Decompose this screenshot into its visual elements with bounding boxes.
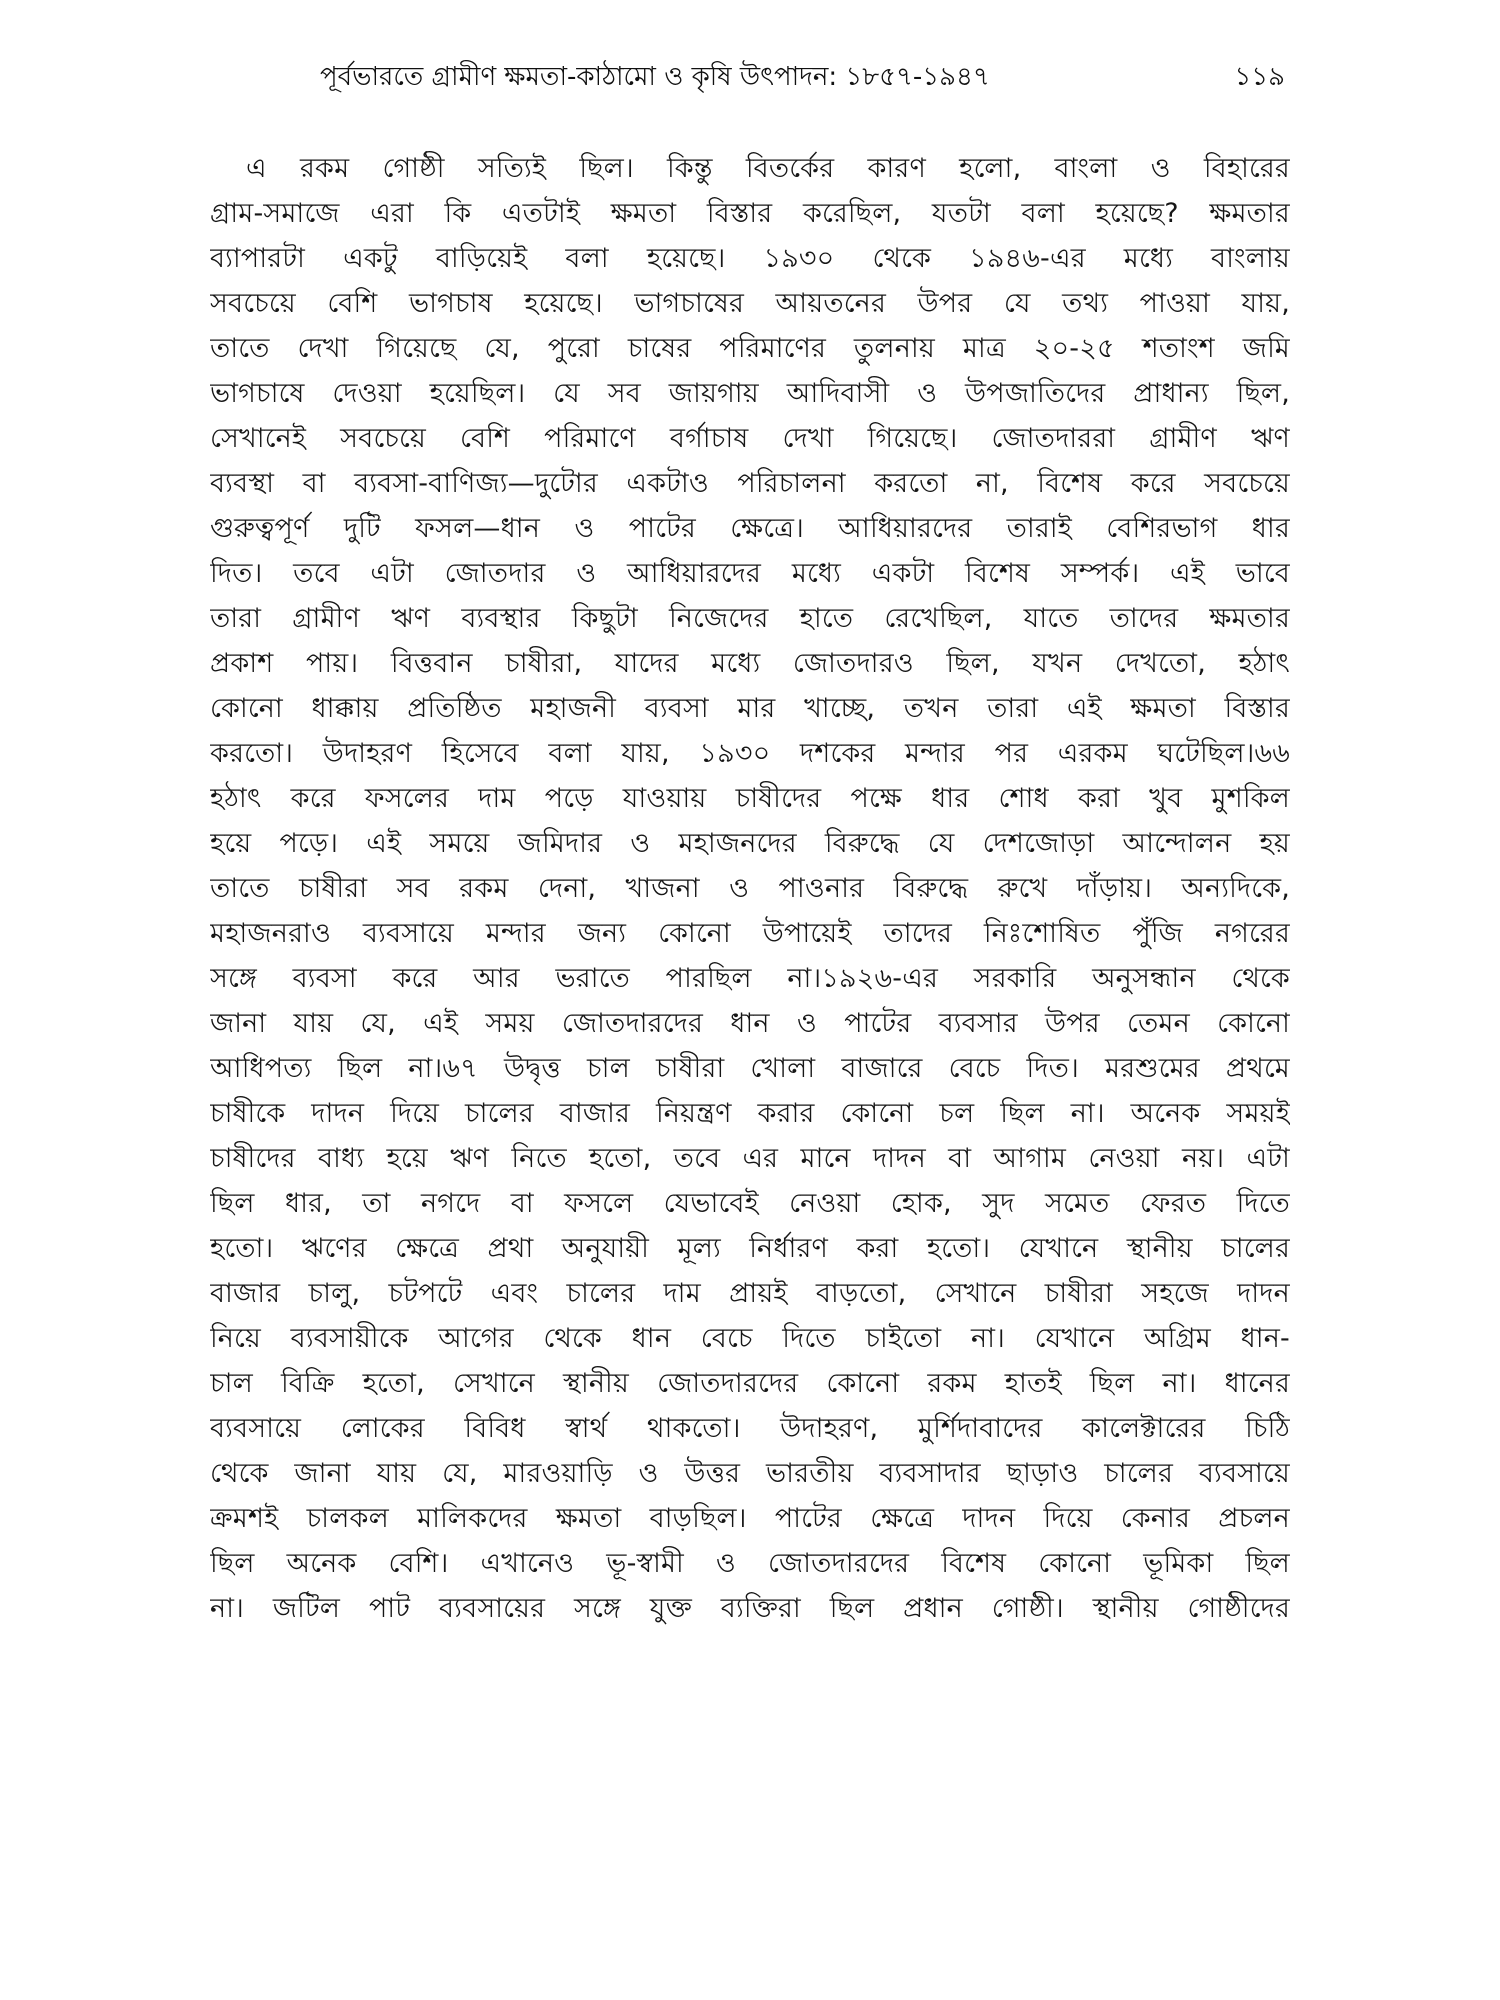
text-line: হতো। ঋণের ক্ষেত্রে প্রথা অনুযায়ী মূল্য নির্ধারণ করা হতো। যেখানে স্থানীয় চালের: [210, 1233, 1290, 1264]
text-line: নিয়ে ব্যবসায়ীকে আগের থেকে ধান বেচে দিতে চাইতো না। যেখানে অগ্রিম ধান-: [210, 1323, 1290, 1354]
text-line: ভাগচাষে দেওয়া হয়েছিল। যে সব জায়গায় আদিবাসী ও উপজাতিদের প্রাধান্য ছিল,: [210, 378, 1290, 409]
body-paragraph: [210, 146, 1290, 1631]
text-line: হয়ে পড়ে। এই সময়ে জমিদার ও মহাজনদের বিরুদ্ধে যে দেশজোড়া আন্দোলন হয়: [210, 828, 1290, 859]
text-line: করতো। উদাহরণ হিসেবে বলা যায়, ১৯৩০ দশকের মন্দার পর এরকম ঘটেছিল।৬৬: [210, 738, 1290, 769]
text-line: জানা যায় যে, এই সময় জোতদারদের ধান ও পাটের ব্যবসার উপর তেমন কোনো: [210, 1008, 1290, 1039]
text-line: না। জটিল পাট ব্যবসায়ের সঙ্গে যুক্ত ব্যক্তিরা ছিল প্রধান গোষ্ঠী। স্থানীয় গোষ্ঠীদের: [210, 1593, 1290, 1624]
text-line: সেখানেই সবচেয়ে বেশি পরিমাণে বর্গাচাষ দেখা গিয়েছে। জোতদাররা গ্রামীণ ঋণ: [210, 423, 1290, 454]
text-line: ক্রমশই চালকল মালিকদের ক্ষমতা বাড়ছিল। পাটের ক্ষেত্রে দাদন দিয়ে কেনার প্রচলন: [210, 1503, 1290, 1534]
text-line: কোনো ধাক্কায় প্রতিষ্ঠিত মহাজনী ব্যবসা মার খাচ্ছে, তখন তারা এই ক্ষমতা বিস্তার: [210, 693, 1290, 724]
text-line: দিত। তবে এটা জোতদার ও আধিয়ারদের মধ্যে একটা বিশেষ সম্পর্ক। এই ভাবে: [210, 558, 1290, 589]
text-line: ব্যাপারটা একটু বাড়িয়েই বলা হয়েছে। ১৯৩০ থেকে ১৯৪৬-এর মধ্যে বাংলায়: [210, 243, 1290, 274]
text-line: প্রকাশ পায়। বিত্তবান চাষীরা, যাদের মধ্যে জোতদারও ছিল, যখন দেখতো, হঠাৎ: [210, 648, 1290, 679]
text-line: মহাজনরাও ব্যবসায়ে মন্দার জন্য কোনো উপায়েই তাদের নিঃশোষিত পুঁজি নগরের: [210, 918, 1290, 949]
text-line: থেকে জানা যায় যে, মারওয়াড়ি ও উত্তর ভারতীয় ব্যবসাদার ছাড়াও চালের ব্যবসায়ে: [210, 1458, 1290, 1489]
text-line: ছিল ধার, তা নগদে বা ফসলে যেভাবেই নেওয়া হোক, সুদ সমেত ফেরত দিতে: [210, 1188, 1290, 1219]
text-line: আধিপত্য ছিল না।৬৭ উদ্বৃত্ত চাল চাষীরা খোলা বাজারে বেচে দিত। মরশুমের প্রথমে: [210, 1053, 1290, 1084]
running-head-title: পূর্বভারতে গ্রামীণ ক্ষমতা-কাঠামো ও কৃষি উৎপাদন: ১৮৫৭-১৯৪৭: [320, 62, 990, 92]
text-line: চাষীকে দাদন দিয়ে চালের বাজার নিয়ন্ত্রণ করার কোনো চল ছিল না। অনেক সময়ই: [210, 1098, 1290, 1129]
text-line: ছিল অনেক বেশি। এখানেও ভূ-স্বামী ও জোতদারদের বিশেষ কোনো ভূমিকা ছিল: [210, 1548, 1290, 1579]
text-line: এ রকম গোষ্ঠী সত্যিই ছিল। কিন্তু বিতর্কের কারণ হলো, বাংলা ও বিহারের: [246, 153, 1290, 184]
text-line: গুরুত্বপূর্ণ দুটি ফসল—ধান ও পাটের ক্ষেত্রে। আধিয়ারদের তারাই বেশিরভাগ ধার: [210, 513, 1290, 544]
text-line: সঙ্গে ব্যবসা করে আর ভরাতে পারছিল না।১৯২৬-এর সরকারি অনুসন্ধান থেকে: [210, 963, 1290, 994]
text-line: হঠাৎ করে ফসলের দাম পড়ে যাওয়ায় চাষীদের পক্ষে ধার শোধ করা খুব মুশকিল: [210, 783, 1290, 814]
text-line: ব্যবসায়ে লোকের বিবিধ স্বার্থ থাকতো। উদাহরণ, মুর্শিদাবাদের কালেক্টারের চিঠি: [210, 1413, 1290, 1444]
text-line: তাতে দেখা গিয়েছে যে, পুরো চাষের পরিমাণের তুলনায় মাত্র ২০-২৫ শতাংশ জমি: [210, 333, 1290, 364]
text-line: চাল বিক্রি হতো, সেখানে স্থানীয় জোতদারদের কোনো রকম হাতই ছিল না। ধানের: [210, 1368, 1290, 1399]
text-line: তারা গ্রামীণ ঋণ ব্যবস্থার কিছুটা নিজেদের হাতে রেখেছিল, যাতে তাদের ক্ষমতার: [210, 603, 1290, 634]
page-number: ১১৯: [1234, 62, 1285, 92]
text-line: সবচেয়ে বেশি ভাগচাষ হয়েছে। ভাগচাষের আয়তনের উপর যে তথ্য পাওয়া যায়,: [210, 288, 1290, 319]
text-line: ব্যবস্থা বা ব্যবসা-বাণিজ্য—দুটোর একটাও পরিচালনা করতো না, বিশেষ করে সবচেয়ে: [210, 468, 1290, 499]
text-line: তাতে চাষীরা সব রকম দেনা, খাজনা ও পাওনার বিরুদ্ধে রুখে দাঁড়ায়। অন্যদিকে,: [210, 873, 1290, 904]
text-line: চাষীদের বাধ্য হয়ে ঋণ নিতে হতো, তবে এর মানে দাদন বা আগাম নেওয়া নয়। এটা: [210, 1143, 1290, 1174]
text-line: গ্রাম-সমাজে এরা কি এতটাই ক্ষমতা বিস্তার করেছিল, যতটা বলা হয়েছে? ক্ষমতার: [210, 198, 1290, 229]
text-line: বাজার চালু, চটপটে এবং চালের দাম প্রায়ই বাড়তো, সেখানে চাষীরা সহজে দাদন: [210, 1278, 1290, 1309]
